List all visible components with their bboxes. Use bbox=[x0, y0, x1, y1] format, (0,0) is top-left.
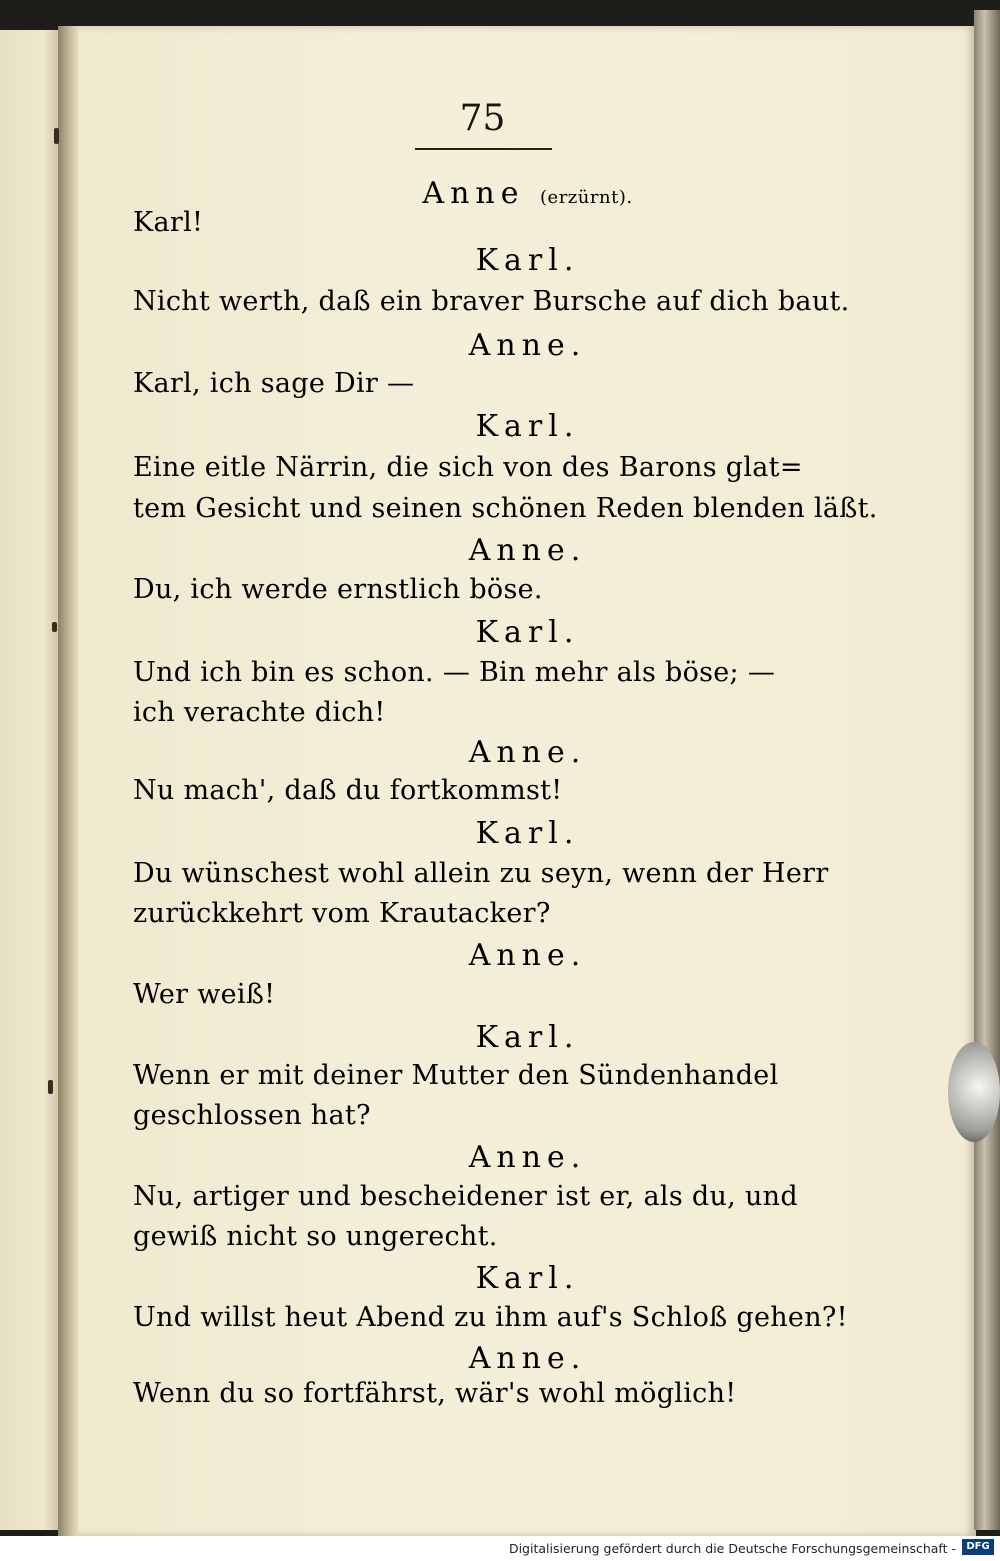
speaker-heading: Anne. bbox=[468, 533, 587, 568]
dialogue-line: Und ich bin es schon. — Bin mehr als böse; — bbox=[133, 657, 776, 688]
dialogue-line: gewiß nicht so ungerecht. bbox=[133, 1221, 498, 1252]
dialogue-line: geschlossen hat? bbox=[133, 1100, 371, 1131]
dialogue-line: Nu, artiger und bescheidener ist er, als du, und bbox=[133, 1181, 798, 1212]
dialogue-line: Karl! bbox=[133, 207, 204, 238]
dialogue-line: ich verachte dich! bbox=[133, 697, 386, 728]
page-number: 75 bbox=[459, 98, 506, 139]
header-rule bbox=[415, 148, 552, 150]
dialogue-line: Nu mach', daß du fortkommst! bbox=[133, 775, 563, 806]
dfg-logo: DFG bbox=[962, 1539, 994, 1555]
dialogue-line: Wenn du so fortfährst, wär's wohl möglich! bbox=[133, 1378, 737, 1409]
dialogue-line: tem Gesicht und seinen schönen Reden blenden läßt. bbox=[133, 493, 878, 524]
dialogue-line: Nicht werth, daß ein braver Bursche auf dich baut. bbox=[133, 286, 850, 317]
dialogue-line: Du, ich werde ernstlich böse. bbox=[133, 574, 543, 605]
dialogue-line: Wenn er mit deiner Mutter den Sündenhandel bbox=[133, 1060, 779, 1091]
speaker-heading: Anne. bbox=[468, 938, 587, 973]
scanner-clip bbox=[948, 1042, 1000, 1142]
speaker-heading: Karl. bbox=[475, 243, 580, 278]
dialogue-line: Wer weiß! bbox=[133, 979, 276, 1010]
speaker-heading: Anne. bbox=[468, 328, 587, 363]
left-page-edge bbox=[0, 30, 62, 1530]
speaker-heading: Karl. bbox=[475, 615, 580, 650]
dialogue-line: Eine eitle Närrin, die sich von des Barons glat= bbox=[133, 452, 803, 483]
dialogue-line: zurückkehrt vom Krautacker? bbox=[133, 898, 551, 929]
speaker-name: Anne bbox=[422, 176, 525, 211]
dialogue-line: Und willst heut Abend zu ihm auf's Schloß gehen?! bbox=[133, 1302, 848, 1333]
binding-mark bbox=[48, 1080, 53, 1094]
funding-notice: Digitalisierung gefördert durch die Deutsche Forschungsgemeinschaft - bbox=[508, 1541, 956, 1556]
speaker-heading: Anne. bbox=[468, 1140, 587, 1175]
binding-mark bbox=[52, 622, 57, 632]
speaker-heading bbox=[80, 176, 975, 211]
page-stack-edge bbox=[974, 10, 1000, 1530]
speaker-heading: Karl. bbox=[475, 409, 580, 444]
speaker-heading: Karl. bbox=[475, 816, 580, 851]
speaker-heading: Karl. bbox=[475, 1020, 580, 1055]
speaker-heading: Anne. bbox=[468, 735, 587, 770]
dialogue-line: Du wünschest wohl allein zu seyn, wenn der Herr bbox=[133, 858, 829, 889]
binding-mark bbox=[54, 128, 59, 144]
dialogue-line: Karl, ich sage Dir — bbox=[133, 368, 415, 399]
speaker-heading: Anne. bbox=[468, 1341, 587, 1376]
stage-direction: (erzürnt). bbox=[540, 187, 633, 208]
speaker-heading: Karl. bbox=[475, 1261, 580, 1296]
